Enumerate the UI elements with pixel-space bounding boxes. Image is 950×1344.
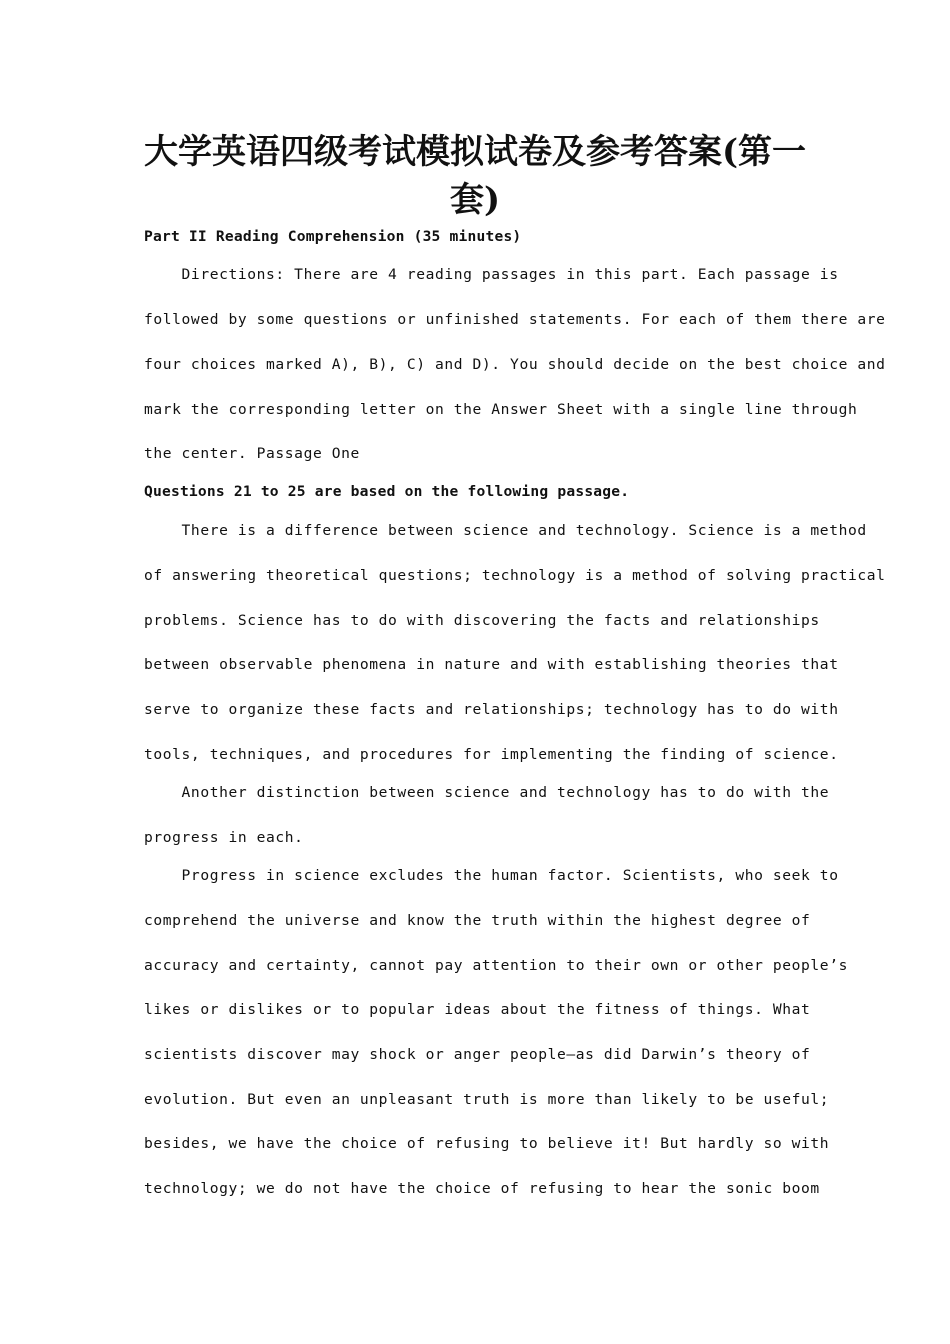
directions-line: followed by some questions or unfinished statements. For each of them there are <box>144 311 886 328</box>
part-heading: Part II Reading Comprehension (35 minutes) <box>144 228 522 245</box>
directions-line: four choices marked A), B), C) and D). You should decide on the best choice and <box>144 356 886 373</box>
passage-paragraph-3-line: evolution. But even an unpleasant truth is more than likely to be useful; <box>144 1091 830 1108</box>
passage-paragraph-3-line: accuracy and certainty, cannot pay attention to their own or other people’s <box>144 957 848 974</box>
passage-paragraph-1-line: There is a difference between science and technology. Science is a method <box>144 522 867 539</box>
passage-paragraph-1-line: problems. Science has to do with discovering the facts and relationships <box>144 612 820 629</box>
directions-line: the center. Passage One <box>144 445 360 462</box>
passage-paragraph-1-line: of answering theoretical questions; technology is a method of solving practical <box>144 567 886 584</box>
passage-paragraph-3-line: comprehend the universe and know the truth within the highest degree of <box>144 912 811 929</box>
passage-paragraph-2-line: progress in each. <box>144 829 304 846</box>
passage-paragraph-3-line: likes or dislikes or to popular ideas about the fitness of things. What <box>144 1001 811 1018</box>
directions-line: mark the corresponding letter on the Answer Sheet with a single line through <box>144 401 858 418</box>
passage-paragraph-1-line: tools, techniques, and procedures for implementing the finding of science. <box>144 746 839 763</box>
passage-paragraph-1-line: between observable phenomena in nature and with establishing theories that <box>144 656 839 673</box>
passage-paragraph-3-line: Progress in science excludes the human factor. Scientists, who seek to <box>144 867 839 884</box>
directions-line: Directions: There are 4 reading passages in this part. Each passage is <box>144 266 839 283</box>
passage-paragraph-1-line: serve to organize these facts and relationships; technology has to do with <box>144 701 839 718</box>
passage-paragraph-3-line: technology; we do not have the choice of refusing to hear the sonic boom <box>144 1180 820 1197</box>
passage-paragraph-2-line: Another distinction between science and technology has to do with the <box>144 784 830 801</box>
page-title: 大学英语四级考试模拟试卷及参考答案(第一套) <box>143 132 807 220</box>
questions-heading: Questions 21 to 25 are based on the following passage. <box>144 483 630 500</box>
passage-paragraph-3-line: scientists discover may shock or anger people—as did Darwin’s theory of <box>144 1046 811 1063</box>
passage-paragraph-3-line: besides, we have the choice of refusing to believe it! But hardly so with <box>144 1135 830 1152</box>
